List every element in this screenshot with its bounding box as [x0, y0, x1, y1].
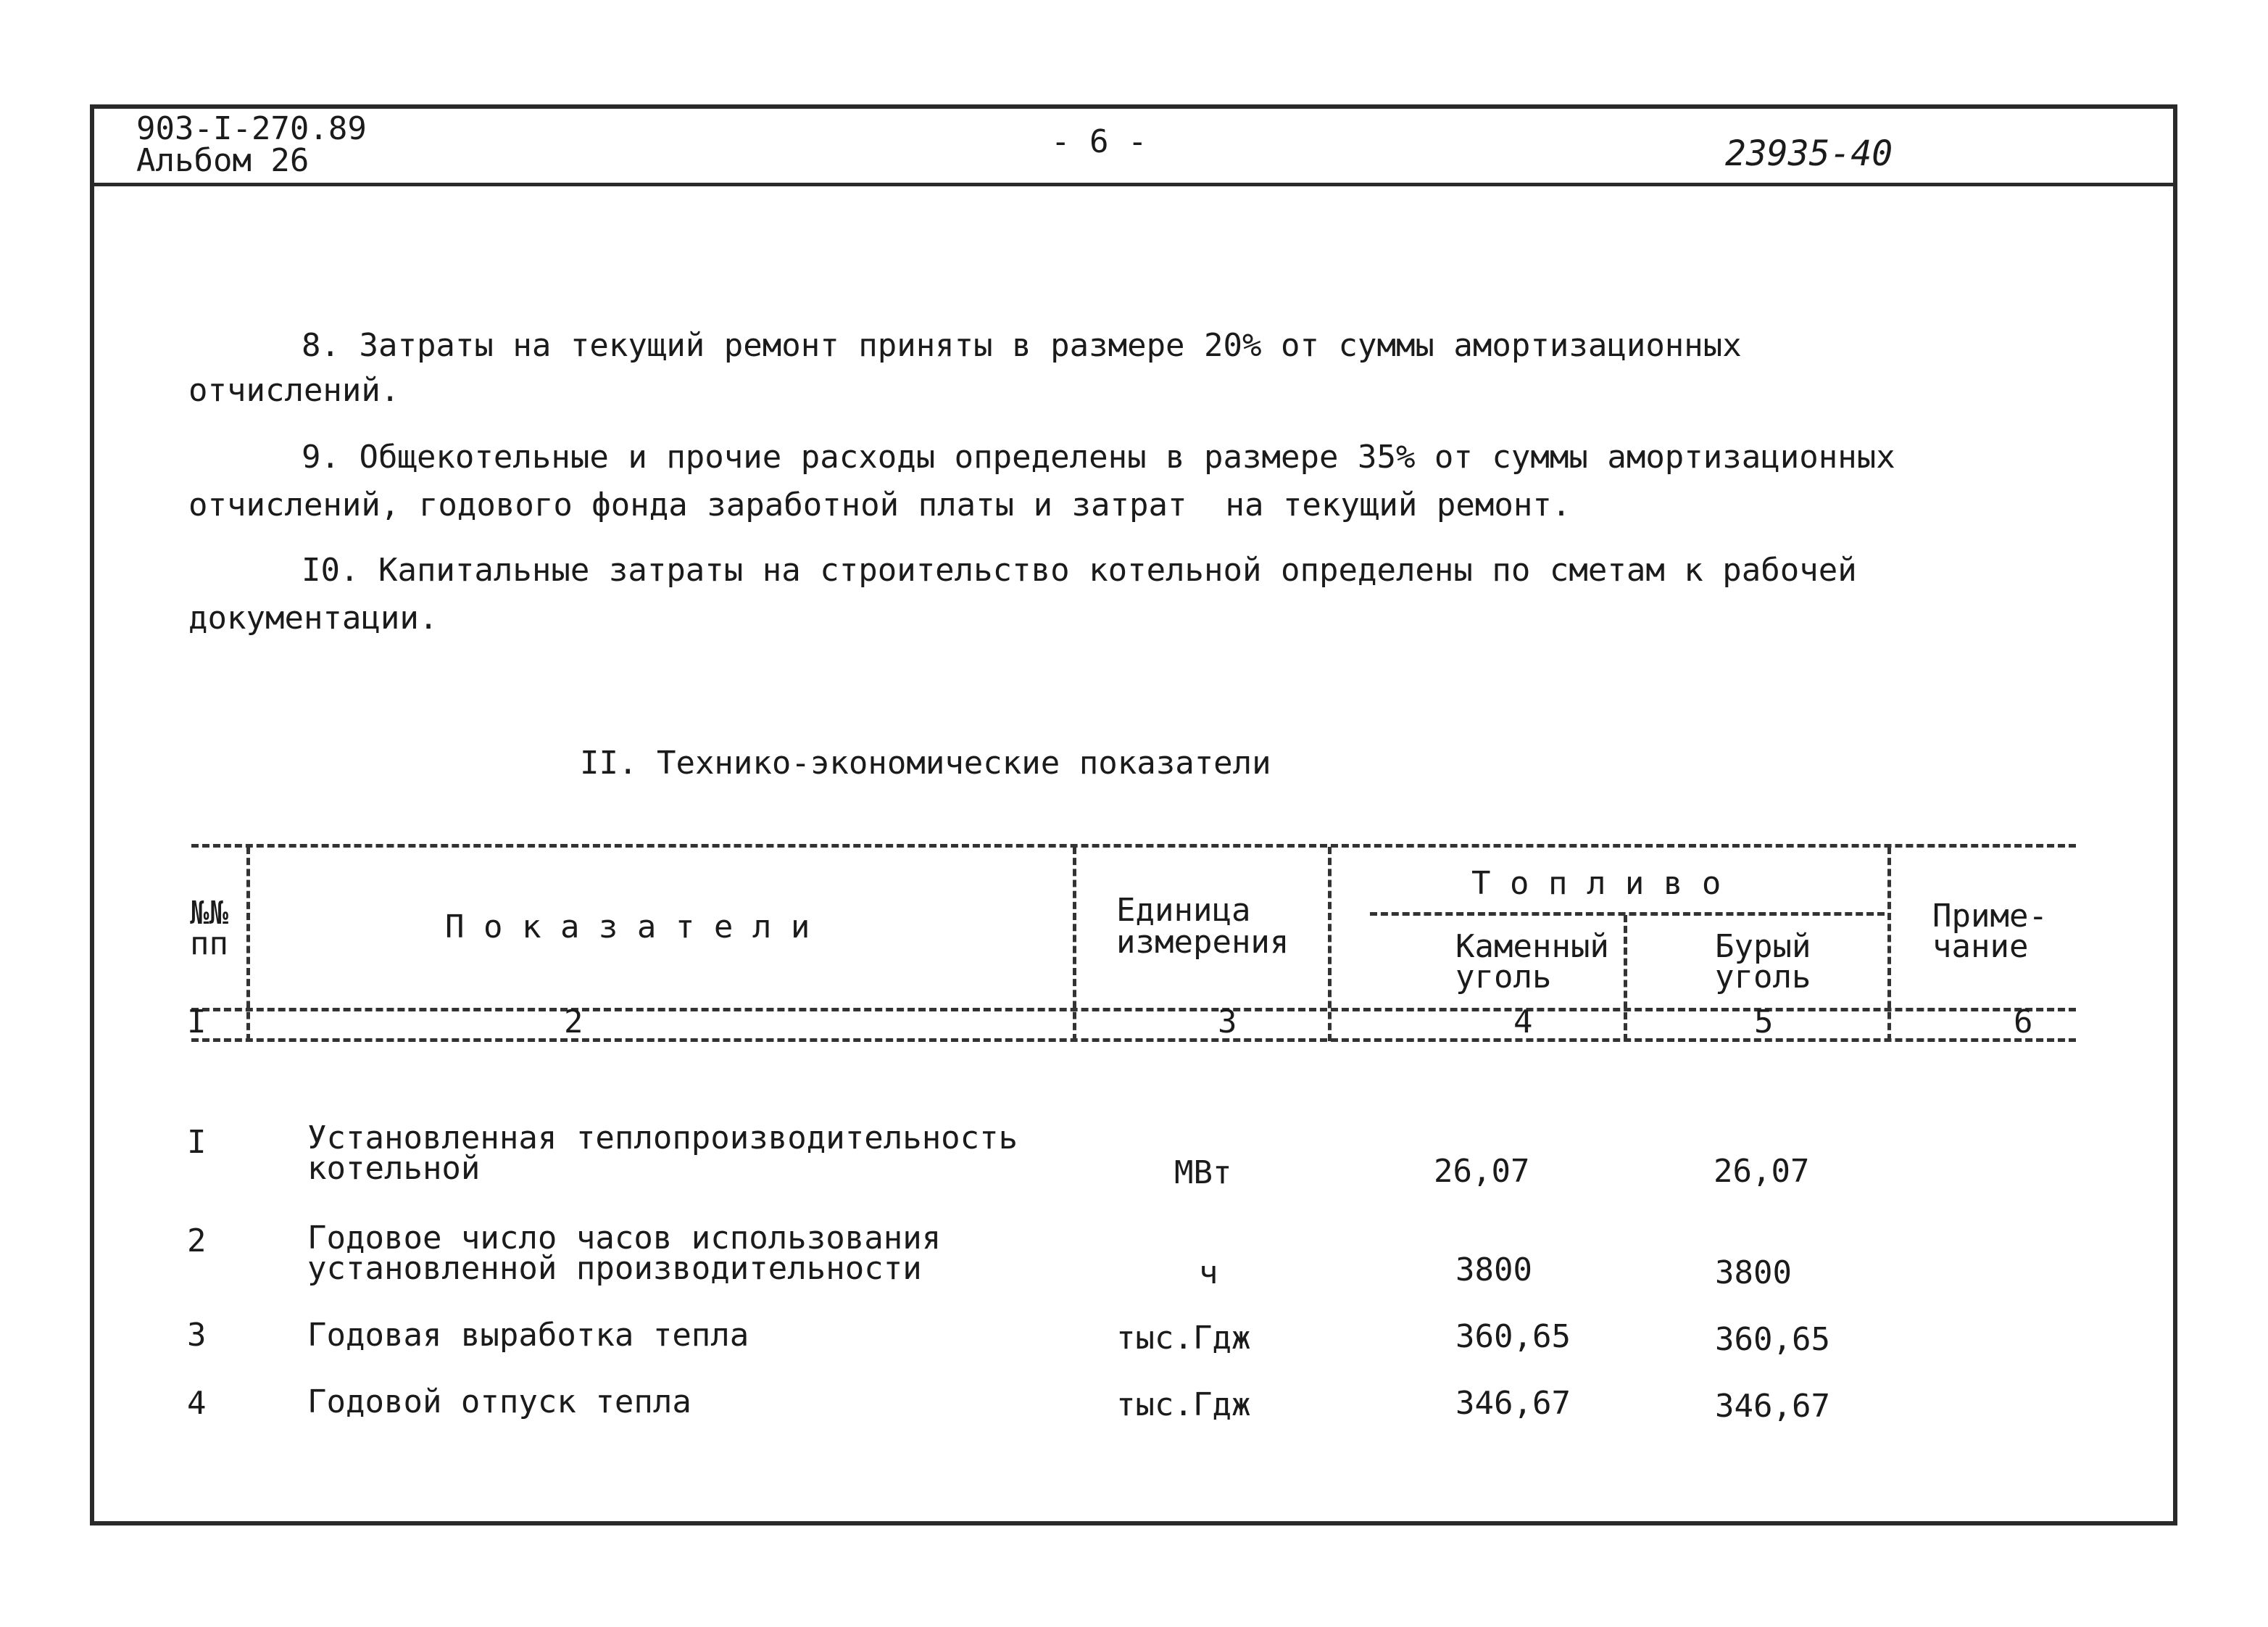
page-number: - 6 - [1051, 123, 1147, 160]
table-top-rule [191, 844, 2076, 848]
divider-fuel-note [1887, 847, 1891, 1041]
row-2-number: 2 [187, 1222, 207, 1259]
col-number-3: 3 [1218, 1003, 1237, 1040]
header-brown-line1: Бурый [1715, 928, 1811, 965]
row-2-coal: 3800 [1455, 1251, 1532, 1288]
row-1-coal: 26,07 [1434, 1153, 1530, 1190]
row-1-unit: МВт [1174, 1154, 1232, 1191]
header-unit-line1: Единица [1116, 892, 1251, 929]
column-numbers-rule-top [191, 1008, 2076, 1011]
row-2-name-line1: Годовое число часов использования [307, 1220, 942, 1257]
document-stamp: 23935-40 [1725, 133, 1893, 174]
album-label: Альбом 26 [136, 142, 310, 179]
header-note-line1: Приме- [1932, 898, 2048, 935]
paragraph-10-line2: документации. [188, 600, 439, 637]
header-fuel: Т о п л и в о [1471, 865, 1721, 902]
row-2-name-line2: установленной производительности [307, 1250, 922, 1287]
col-number-2: 2 [564, 1003, 583, 1040]
paragraph-9-line2: отчислений, годового фонда заработной платы и затрат на текущий ремонт. [188, 487, 1571, 523]
col-number-5: 5 [1754, 1003, 1774, 1040]
divider-indicator-unit [1073, 847, 1076, 1041]
divider-coal-brown [1624, 915, 1627, 1041]
header-brown-line2: уголь [1715, 959, 1811, 995]
row-1-number: I [187, 1124, 207, 1161]
row-4-name-line1: Годовой отпуск тепла [307, 1383, 691, 1420]
header-coal-line2: уголь [1455, 959, 1552, 995]
row-2-brown: 3800 [1715, 1254, 1792, 1291]
section-title: II. Технико-экономические показатели [580, 745, 1271, 782]
row-3-number: 3 [187, 1317, 207, 1354]
divider-num-indicator [246, 847, 250, 1041]
row-2-unit: ч [1199, 1254, 1218, 1291]
col-number-6: 6 [2014, 1003, 2033, 1040]
header-num-line1: №№ [190, 895, 228, 932]
row-4-brown: 346,67 [1715, 1388, 1830, 1425]
paragraph-10-line1: I0. Капитальные затраты на строительство котельной определены по сметам к рабочей [302, 552, 1857, 589]
header-coal-line1: Каменный [1455, 928, 1609, 965]
paragraph-8-line1: 8. Затраты на текущий ремонт приняты в размере 20% от суммы амортизационных [302, 327, 1742, 364]
col-number-1: I [187, 1003, 207, 1040]
paragraph-8-line2: отчислений. [188, 372, 400, 409]
paragraph-9-line1: 9. Общекотельные и прочие расходы определены в размере 35% от суммы амортизационных [302, 439, 1895, 476]
row-3-coal: 360,65 [1455, 1318, 1571, 1355]
row-3-brown: 360,65 [1715, 1321, 1830, 1358]
divider-unit-fuel [1328, 847, 1332, 1041]
header-indicator: П о к а з а т е л и [445, 908, 810, 945]
column-numbers-rule-bottom [191, 1038, 2076, 1042]
row-4-coal: 346,67 [1455, 1385, 1571, 1422]
header-num-line2: пп [190, 925, 228, 962]
row-1-brown: 26,07 [1714, 1153, 1810, 1190]
header-divider [90, 183, 2177, 186]
page-frame [90, 104, 2177, 1525]
doc-code: 903-I-270.89 [136, 110, 367, 147]
row-4-number: 4 [187, 1385, 207, 1422]
row-4-unit: тыс.Гдж [1116, 1386, 1251, 1423]
header-unit-line2: измерения [1116, 924, 1289, 961]
row-3-name-line1: Годовая выработка тепла [307, 1317, 749, 1354]
col-number-4: 4 [1513, 1003, 1533, 1040]
fuel-subheader-rule [1370, 912, 1885, 916]
row-1-name-line2: котельной [307, 1150, 481, 1187]
row-3-unit: тыс.Гдж [1116, 1320, 1251, 1357]
header-note-line2: чание [1932, 928, 2029, 965]
row-1-name-line1: Установленная теплопроизводительность [307, 1119, 1018, 1156]
